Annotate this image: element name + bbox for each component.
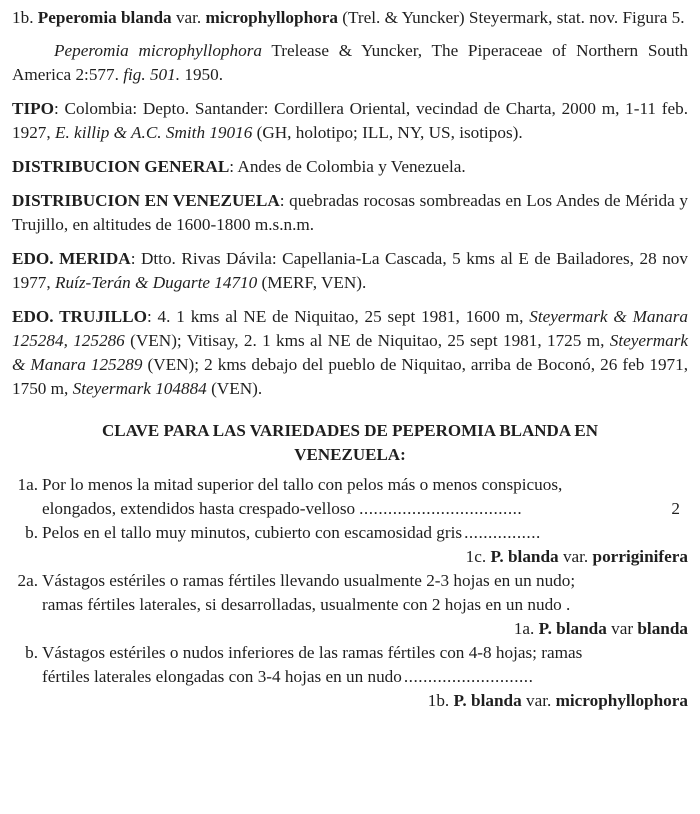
tipo-paragraph (12, 97, 688, 145)
synonym-year: 1950. (184, 65, 224, 84)
key-line: Por lo menos la mitad superior del tallo con pelos más o menos conspicuos, (42, 475, 563, 494)
species-name: Peperomia blanda (37, 8, 172, 27)
result-var-word: var. (525, 691, 552, 710)
key-result (42, 617, 688, 641)
key-number: b. (25, 643, 38, 662)
key-couplet-2a (12, 569, 688, 641)
key-line: Vástagos estériles o nudos inferiores de las ramas fértiles con 4-8 hojas; ramas (42, 643, 583, 662)
distribution-venezuela (12, 189, 688, 237)
entry-number: 1b. (12, 8, 34, 27)
key-line: Vástagos estériles o ramas fértiles llevando usualmente 2-3 hojas en un nudo; (42, 571, 576, 590)
edo-trujillo-text-c: (VEN); 2 kms debajo del pueblo de Niquitao, arriba de Boconó, 26 feb 1971, 1750 m, (12, 355, 689, 398)
result-epithet: porriginifera (592, 547, 688, 566)
leader-dots: ................ (464, 523, 541, 542)
result-species: P. blanda (538, 619, 607, 638)
leader-dots: ........................... (403, 667, 534, 686)
edo-trujillo-text-b: (VEN); Vitisay, 2. 1 kms al NE de Niquitao, 25 sept 1981, 1725 m, (130, 331, 605, 350)
edo-trujillo-text-d: (VEN). (211, 379, 263, 398)
tipo-text-b: (GH, holotipo; ILL, NY, US, isotipos). (256, 123, 523, 142)
distribution-general (12, 155, 688, 179)
synonym (12, 39, 688, 87)
result-epithet: blanda (637, 619, 688, 638)
key-couplet-2b (12, 641, 688, 713)
key-number: 1a. (17, 475, 38, 494)
authors: (Trel. & Yuncker) Steyermark, stat. nov. Figura 5. (342, 8, 685, 27)
key-line-text: fértiles laterales elongadas con 3-4 hojas en un nudo (42, 667, 402, 686)
result-species: P. blanda (453, 691, 522, 710)
key-couplet-1b (12, 521, 688, 569)
edo-trujillo-collectors-2: Steyermark & Manara 125289 (12, 331, 689, 374)
key-result (42, 689, 688, 713)
leader-dots: .................................. (359, 499, 523, 518)
key-number: 2a. (17, 571, 38, 590)
key-line-text: elongados, extendidos hasta crespado-velloso (42, 499, 356, 518)
key-line (42, 521, 688, 545)
result-number: 1a. (513, 619, 535, 638)
edo-trujillo-collectors-3: Steyermark 104884 (72, 379, 207, 398)
tipo-text-a: : Colombia: Depto. Santander: Cordillera Oriental, vecindad de Charta, 2000 m, 1-11 feb. 1927, (12, 99, 688, 142)
result-number: 1c. (465, 547, 487, 566)
key-title: CLAVE PARA LAS VARIEDADES DE PEPEROMIA BLANDA EN VENEZUELA: (101, 421, 599, 464)
edo-merida-text-b: (MERF, VEN). (261, 273, 367, 292)
key-number: b. (25, 523, 38, 542)
identification-key (12, 473, 688, 713)
dist-venezuela-label: DISTRIBUCION EN VENEZUELA (12, 191, 280, 210)
dist-general-label: DISTRIBUCION GENERAL (12, 157, 230, 176)
key-result (42, 545, 688, 569)
result-var-word: var. (562, 547, 589, 566)
synonym-name: Peperomia microphyllophora (54, 41, 262, 60)
result-var-word: var (611, 619, 634, 638)
dist-venezuela-text: : quebradas rocosas sombreadas en Los Andes de Mérida y Trujillo, en altitudes de 1600-1800 m.s.n.m. (12, 191, 688, 234)
taxon-heading (12, 6, 688, 30)
variety-epithet: microphyllophora (205, 8, 338, 27)
synonym-figure: fig. 501. (123, 65, 181, 84)
edo-trujillo-label: EDO. TRUJILLO (12, 307, 147, 326)
tipo-collectors: E. killip & A.C. Smith 19016 (54, 123, 253, 142)
result-number: 1b. (427, 691, 450, 710)
tipo-label: TIPO (12, 99, 55, 118)
synonym-citation: Trelease & Yuncker, The Piperaceae of Northern South America 2:577. (12, 41, 688, 84)
edo-merida-paragraph (12, 247, 688, 295)
edo-merida-collectors: Ruíz-Terán & Dugarte 14710 (54, 273, 258, 292)
key-line (42, 497, 688, 521)
key-line: ramas fértiles laterales, si desarrolladas, usualmente con 2 hojas en un nudo . (42, 595, 571, 614)
result-species: P. blanda (490, 547, 559, 566)
key-line-text: Pelos en el tallo muy minutos, cubierto con escamosidad gris (42, 523, 463, 542)
edo-merida-text-a: : Dtto. Rivas Dávila: Capellania-La Cascada, 5 kms al E de Bailadores, 28 nov 1977, (12, 249, 688, 292)
key-line (42, 665, 688, 689)
dist-general-text: : Andes de Colombia y Venezuela. (229, 157, 466, 176)
edo-trujillo-text-a: : 4. 1 kms al NE de Niquitao, 25 sept 1981, 1600 m, (146, 307, 524, 326)
edo-trujillo-paragraph (12, 305, 688, 401)
key-lead-number: 2 (671, 499, 680, 518)
var-word: var. (175, 8, 202, 27)
edo-merida-label: EDO. MERIDA (12, 249, 131, 268)
edo-trujillo-collectors-1: Steyermark & Manara 125284, 125286 (12, 307, 688, 350)
result-epithet: microphyllophora (555, 691, 688, 710)
key-couplet-1a (12, 473, 688, 521)
